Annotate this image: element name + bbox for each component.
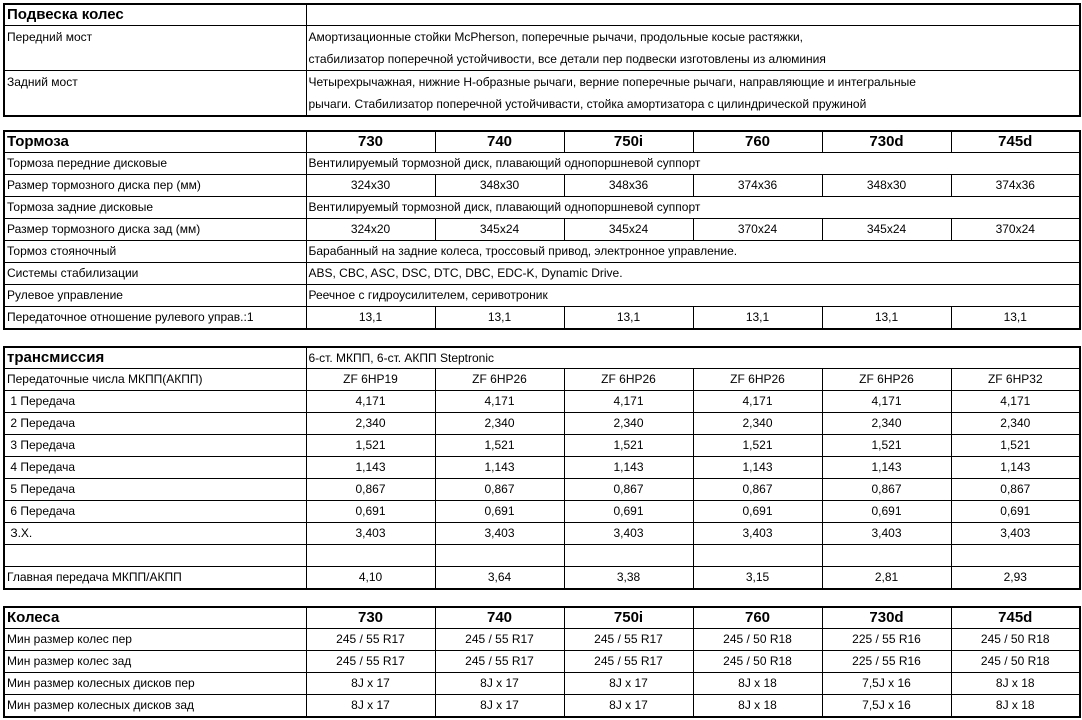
value-cell: 2,340 [306, 413, 435, 435]
transmission-header-row [4, 347, 1080, 369]
value-cell: 2,340 [951, 413, 1080, 435]
table-row [4, 369, 1080, 391]
table-row [4, 71, 1080, 117]
row-label: Передаточные числа МКПП(АКПП) [4, 369, 306, 391]
value-cell: 8J x 18 [693, 673, 822, 695]
table-row [4, 285, 1080, 307]
row-label: Главная передача МКПП/АКПП [4, 567, 306, 590]
value-cell: ZF 6HP19 [306, 369, 435, 391]
value-cell: 0,691 [306, 501, 435, 523]
table-row [4, 263, 1080, 285]
value-cell: 8J x 17 [435, 695, 564, 718]
table-row [4, 567, 1080, 590]
value-cell: 2,340 [822, 413, 951, 435]
row-label: Задний мост [4, 71, 306, 117]
value-cell [564, 545, 693, 567]
value-cell: 3,15 [693, 567, 822, 590]
row-label: Мин размер колес зад [4, 651, 306, 673]
empty-cell [306, 4, 1080, 26]
value-cell: ZF 6HP32 [951, 369, 1080, 391]
table-row [4, 651, 1080, 673]
row-label: 2 Передача [4, 413, 306, 435]
value-cell: 8J x 17 [435, 673, 564, 695]
table-row [4, 695, 1080, 718]
value-cell: 13,1 [822, 307, 951, 330]
value-cell: 13,1 [564, 307, 693, 330]
value-cell: 3,38 [564, 567, 693, 590]
value-cell: 4,171 [693, 391, 822, 413]
value-cell: 348x30 [822, 175, 951, 197]
merged-value [306, 26, 1080, 71]
row-label: 6 Передача [4, 501, 306, 523]
value-cell: 1,143 [306, 457, 435, 479]
value-cell: 1,143 [564, 457, 693, 479]
value-cell: ZF 6HP26 [435, 369, 564, 391]
value-cell: 324x30 [306, 175, 435, 197]
model-header: 760 [693, 607, 822, 629]
value-cell: ZF 6HP26 [564, 369, 693, 391]
value-cell: 0,867 [564, 479, 693, 501]
model-header: 745d [951, 607, 1080, 629]
value-cell: 1,521 [822, 435, 951, 457]
section-title: Тормоза [4, 131, 306, 153]
value-cell: 225 / 55 R16 [822, 629, 951, 651]
row-label: Мин размер колес пер [4, 629, 306, 651]
row-label: Мин размер колесных дисков зад [4, 695, 306, 718]
value-cell: 1,143 [951, 457, 1080, 479]
row-label: Передаточное отношение рулевого управ.:1 [4, 307, 306, 330]
section-title: Подвеска колес [4, 4, 306, 26]
value-cell: 245 / 50 R18 [693, 651, 822, 673]
value-cell [951, 545, 1080, 567]
text-line: стабилизатор поперечной устойчивости, все детали пер подвески изготовлены из алюминия [308, 52, 826, 66]
value-cell: 374x36 [951, 175, 1080, 197]
value-cell: 370x24 [951, 219, 1080, 241]
value-cell: ZF 6HP26 [693, 369, 822, 391]
value-cell: 0,691 [693, 501, 822, 523]
value-cell: 0,691 [822, 501, 951, 523]
table-row [4, 457, 1080, 479]
row-label: Размер тормозного диска пер (мм) [4, 175, 306, 197]
row-label: Тормоз стояночный [4, 241, 306, 263]
value-cell: 8J x 18 [951, 673, 1080, 695]
table-row [4, 435, 1080, 457]
value-cell: 1,521 [306, 435, 435, 457]
value-cell [822, 545, 951, 567]
value-cell: 0,691 [951, 501, 1080, 523]
value-cell: 2,81 [822, 567, 951, 590]
table-row [4, 673, 1080, 695]
model-header: 745d [951, 131, 1080, 153]
value-cell: 2,340 [564, 413, 693, 435]
row-label: Рулевое управление [4, 285, 306, 307]
value-cell: 4,10 [306, 567, 435, 590]
table-row [4, 629, 1080, 651]
value-cell: 0,867 [951, 479, 1080, 501]
table-row [4, 219, 1080, 241]
value-cell: 4,171 [564, 391, 693, 413]
table-row [4, 175, 1080, 197]
value-cell: 0,867 [435, 479, 564, 501]
suspension-header-row [4, 4, 1080, 26]
merged-value: Барабанный на задние колеса, троссовый привод, электронное управление. [306, 241, 1080, 263]
value-cell: 3,403 [564, 523, 693, 545]
table-row [4, 197, 1080, 219]
section-title: Колеса [4, 607, 306, 629]
value-cell: 245 / 55 R17 [435, 629, 564, 651]
row-label [4, 545, 306, 567]
merged-value: Вентилируемый тормозной диск, плавающий однопоршневой суппорт [306, 153, 1080, 175]
row-label: Системы стабилизации [4, 263, 306, 285]
row-label: 1 Передача [4, 391, 306, 413]
value-cell: 370x24 [693, 219, 822, 241]
table-row [4, 413, 1080, 435]
value-cell: 0,867 [822, 479, 951, 501]
model-header: 740 [435, 607, 564, 629]
value-cell: 8J x 17 [306, 695, 435, 718]
value-cell: 8J x 17 [306, 673, 435, 695]
row-label: 3 Передача [4, 435, 306, 457]
row-label: Мин размер колесных дисков пер [4, 673, 306, 695]
brakes-header-row [4, 131, 1080, 153]
model-header: 750i [564, 607, 693, 629]
value-cell: 245 / 50 R18 [951, 651, 1080, 673]
value-cell: 4,171 [435, 391, 564, 413]
value-cell [693, 545, 822, 567]
value-cell: 345x24 [822, 219, 951, 241]
value-cell: 374x36 [693, 175, 822, 197]
value-cell: 1,143 [693, 457, 822, 479]
model-header: 740 [435, 131, 564, 153]
row-label: Тормоза передние дисковые [4, 153, 306, 175]
value-cell: 245 / 55 R17 [564, 629, 693, 651]
table-row [4, 391, 1080, 413]
section-title: трансмиссия [4, 347, 306, 369]
value-cell: 13,1 [306, 307, 435, 330]
transmission-summary: 6-ст. МКПП, 6-ст. АКПП Steptronic [306, 347, 1080, 369]
value-cell: 245 / 50 R18 [951, 629, 1080, 651]
value-cell: 3,403 [435, 523, 564, 545]
value-cell: 225 / 55 R16 [822, 651, 951, 673]
model-header: 730 [306, 131, 435, 153]
merged-value [306, 71, 1080, 117]
merged-value: Вентилируемый тормозной диск, плавающий однопоршневой суппорт [306, 197, 1080, 219]
value-cell: 2,340 [435, 413, 564, 435]
value-cell: 3,403 [822, 523, 951, 545]
row-label: 4 Передача [4, 457, 306, 479]
row-label: Тормоза задние дисковые [4, 197, 306, 219]
value-cell: 245 / 50 R18 [693, 629, 822, 651]
value-cell: 245 / 55 R17 [435, 651, 564, 673]
model-header: 730d [822, 131, 951, 153]
table-row [4, 26, 1080, 71]
row-label: З.Х. [4, 523, 306, 545]
value-cell: 0,867 [693, 479, 822, 501]
value-cell: 13,1 [693, 307, 822, 330]
table-row [4, 479, 1080, 501]
value-cell: 0,691 [435, 501, 564, 523]
value-cell: 0,867 [306, 479, 435, 501]
value-cell: 3,403 [951, 523, 1080, 545]
merged-value: ABS, CBC, ASC, DSC, DTC, DBC, EDC-K, Dynamic Drive. [306, 263, 1080, 285]
wheels-table [3, 606, 1081, 718]
value-cell: 2,340 [693, 413, 822, 435]
model-header: 760 [693, 131, 822, 153]
value-cell: 8J x 18 [951, 695, 1080, 718]
value-cell: 3,403 [693, 523, 822, 545]
value-cell: 345x24 [564, 219, 693, 241]
value-cell: 13,1 [435, 307, 564, 330]
text-line: Амортизационные стойки McPherson, поперечные рычачи, продольные косые растяжки, [308, 30, 803, 44]
wheels-header-row [4, 607, 1080, 629]
row-label: 5 Передача [4, 479, 306, 501]
table-row [4, 501, 1080, 523]
table-row [4, 241, 1080, 263]
value-cell: 8J x 18 [693, 695, 822, 718]
merged-value: Реечное с гидроусилителем, серивотроник [306, 285, 1080, 307]
text-line: рычаги. Стабилизатор поперечной устойчивасти, стойка амортизатора с цилиндрической пружиной [308, 97, 867, 111]
value-cell: 8J x 17 [564, 695, 693, 718]
value-cell: 13,1 [951, 307, 1080, 330]
value-cell: 345x24 [435, 219, 564, 241]
value-cell: 3,64 [435, 567, 564, 590]
value-cell: 324x20 [306, 219, 435, 241]
value-cell: 245 / 55 R17 [306, 629, 435, 651]
value-cell: 7,5J x 16 [822, 673, 951, 695]
row-label: Передний мост [4, 26, 306, 71]
value-cell: 7,5J x 16 [822, 695, 951, 718]
value-cell: 4,171 [822, 391, 951, 413]
value-cell: 0,691 [564, 501, 693, 523]
suspension-table [3, 3, 1081, 117]
text-line: Четырехрычажная, нижние Н-образные рычаги, верние поперечные рычаги, направляющие и интегральные [308, 75, 916, 89]
value-cell: 1,143 [435, 457, 564, 479]
value-cell: ZF 6HP26 [822, 369, 951, 391]
model-header: 750i [564, 131, 693, 153]
value-cell: 1,143 [822, 457, 951, 479]
value-cell: 245 / 55 R17 [564, 651, 693, 673]
value-cell [306, 545, 435, 567]
table-row [4, 153, 1080, 175]
transmission-table [3, 346, 1081, 590]
value-cell: 2,93 [951, 567, 1080, 590]
model-header: 730d [822, 607, 951, 629]
value-cell: 1,521 [951, 435, 1080, 457]
table-row [4, 523, 1080, 545]
value-cell: 1,521 [564, 435, 693, 457]
value-cell: 1,521 [435, 435, 564, 457]
value-cell [435, 545, 564, 567]
value-cell: 1,521 [693, 435, 822, 457]
value-cell: 8J x 17 [564, 673, 693, 695]
table-row [4, 307, 1080, 330]
brakes-table [3, 130, 1081, 330]
value-cell: 4,171 [951, 391, 1080, 413]
value-cell: 4,171 [306, 391, 435, 413]
value-cell: 348x36 [564, 175, 693, 197]
value-cell: 245 / 55 R17 [306, 651, 435, 673]
value-cell: 3,403 [306, 523, 435, 545]
model-header: 730 [306, 607, 435, 629]
value-cell: 348x30 [435, 175, 564, 197]
row-label: Размер тормозного диска зад (мм) [4, 219, 306, 241]
table-row [4, 545, 1080, 567]
